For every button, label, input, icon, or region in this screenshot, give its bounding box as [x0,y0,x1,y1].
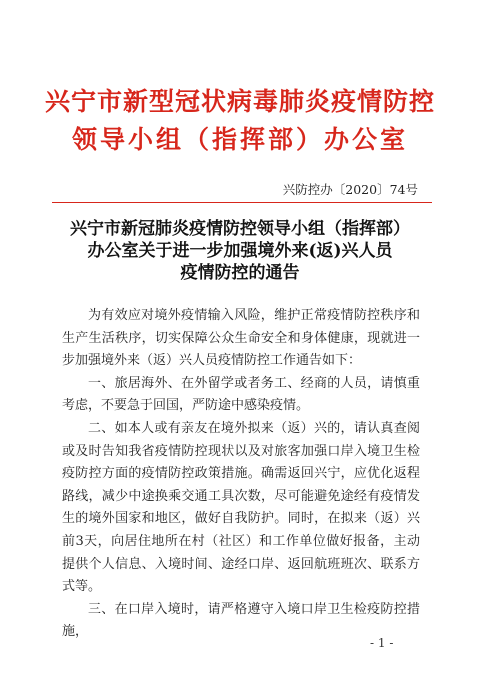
notice-body [62,305,420,644]
notice-title-line-2: 办公室关于进一步加强境外来(返)兴人员 [87,241,393,261]
page-number: - 1 - [370,636,394,650]
issuer-header-line-2: 领导小组（指挥部）办公室 [71,125,408,154]
intro-paragraph: 为有效应对境外疫情输入风险，维护正常疫情防控秩序和生产生活秩序，切实保障公众生命安全和身体健康，现就进一步加强境外来（返）兴人员疫情防控工作通告如下： [62,308,420,369]
issuer-header-line-1: 兴宁市新型冠状病毒肺炎疫情防控 [44,87,435,116]
notice-title-line-3: 疫情防控的通告 [180,263,300,283]
red-divider-line [52,202,432,203]
clause-1-paragraph: 一、旅居海外、在外留学或者务工、经商的人员，请慎重考虑，不要急于回国，严防途中感染疫情。 [62,375,420,414]
clause-2-paragraph: 二、如本人或有亲友在境外拟来（返）兴的，请认真查阅或及时告知我省疫情防控现状以及对旅客加强口岸入境卫生检疫防控方面的疫情防控政策措施。确需返回兴宁，应优化返程路线，减少中途换乘交通工具次数，尽可能避免途经有疫情发生的境外国家和地区，做好自我防护。同时，在拟来（返）兴前3天，向居住地所在村（社区）和工作单位做好报备，主动提供个人信息、入境时间、途经口岸、返回航班班次、联系方式等。 [62,420,420,595]
clause-3-paragraph: 三、在口岸入境时，请严格遵守入境口岸卫生检疫防控措施， [62,601,420,640]
notice-title-line-1: 兴宁市新冠肺炎疫情防控领导小组（指挥部） [70,219,410,239]
document-number: 兴防控办〔2020〕74号 [282,182,418,197]
